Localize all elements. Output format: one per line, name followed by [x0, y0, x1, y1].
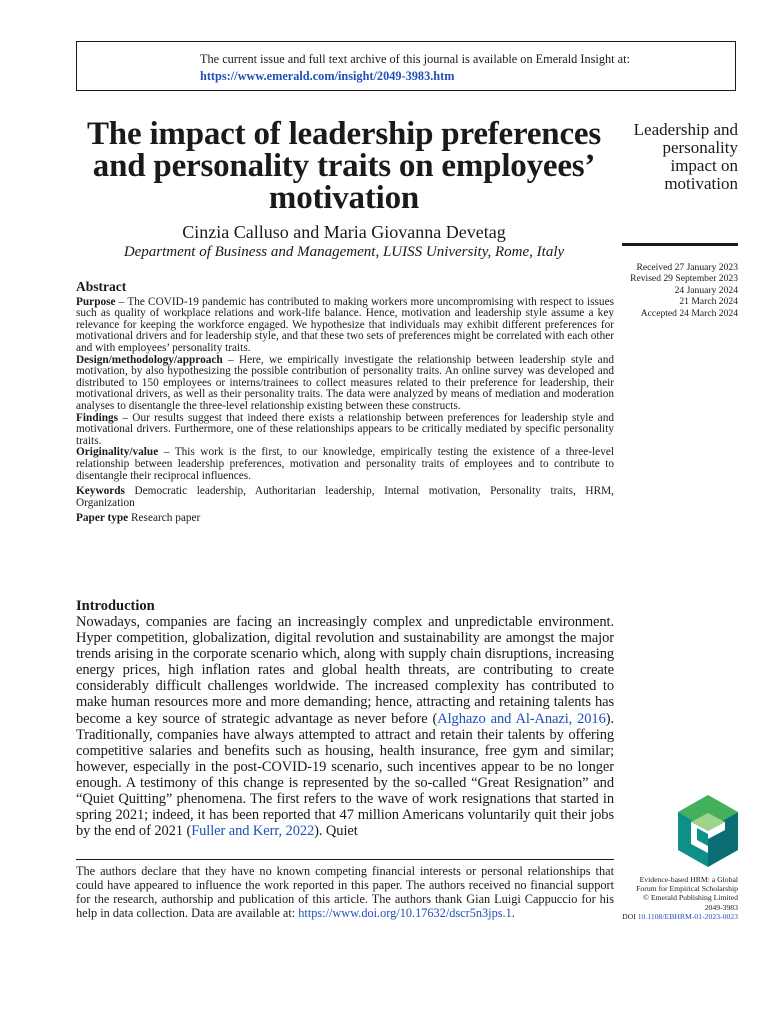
introduction-section — [76, 598, 614, 839]
intro-text-1: Nowadays, companies are facing an increasingly complex and unpredictable environment. Hyper competition, globalization, digital revolution and sustainability are amongst the major trends arising in the corporate scenario which, along with supply chain disruptions, increasing energy prices, high inflation rates and global health threats, are contributing to create considerably difficult challenges worldwide. The increased complexity has contributed to make human resources more and more demanding; hence, attracting and retaining talents has become a key source of strategic advantage as never before ( — [76, 614, 614, 727]
design-text: – Here, we empirically investigate the relationship between leadership style and motivation, by also hypothesizing the possible contribution of personality traits. An online survey was developed and distributed to 150 employees or interns/trainees to collect measures related to their preference for leadership, their motivational drivers, as well as their personality traits. The data were analyzed by means of mediation and moderation analyses to disentangle the three-level relationship existing between these constructs. — [76, 353, 614, 412]
running-head-rule — [622, 243, 738, 246]
introduction-heading: Introduction — [76, 598, 155, 614]
article-title: The impact of leadership preferences and personality traits on employees’ motivation — [86, 116, 601, 216]
abstract-findings — [76, 413, 614, 448]
doi-link[interactable]: 10.1108/EBHRM-01-2023-0023 — [637, 911, 738, 921]
date-revised: Revised 29 September 2023 — [630, 273, 738, 285]
keywords-text: Democratic leadership, Authoritarian leadership, Internal motivation, Personality traits, HRM, Organization — [76, 485, 614, 509]
footnote-rule — [76, 859, 614, 860]
keywords-label: Keywords — [76, 485, 125, 498]
footnote-end: . — [511, 906, 515, 920]
publisher: © Emerald Publishing Limited — [643, 893, 738, 903]
archive-link[interactable]: https://www.emerald.com/insight/2049-3983.htm — [200, 69, 455, 83]
doi-label: DOI — [622, 911, 638, 921]
abstract-paper-type — [76, 513, 614, 525]
abstract-heading: Abstract — [76, 279, 127, 294]
design-label: Design/methodology/approach — [76, 353, 223, 366]
data-doi-link[interactable]: https://www.doi.org/10.17632/dscr5n3jps.1 — [298, 906, 512, 920]
journal-name-line-1: Evidence-based HRM: a Global — [639, 875, 738, 884]
article-history — [600, 262, 738, 319]
purpose-label: Purpose — [76, 295, 116, 308]
date-revised-3: 21 March 2024 — [679, 296, 738, 308]
originality-text: – This work is the first, to our knowledge, empirically testing the existence of a three-level relationship between leadership preferences, motivation and personality traits of employees and to contribute to disentangle their reciprocal influences. — [76, 446, 614, 482]
date-revised-2: 24 January 2024 — [674, 284, 738, 296]
running-head: Leadership and personality impact on motivation — [633, 120, 738, 193]
archive-notice: The current issue and full text archive of this journal is available on Emerald Insight at: — [200, 52, 630, 66]
doi-line — [610, 912, 738, 921]
abstract-keywords — [76, 486, 614, 509]
introduction-paragraph — [76, 614, 614, 839]
paper-type-text: Research paper — [128, 512, 201, 525]
issn: 2049-3983 — [704, 902, 738, 912]
findings-text: – Our results suggest that indeed there exists a relationship between preferences for leadership style and motivational drivers. Furthermore, one of these relationships appears to be critically mediated by specific personality traits. — [76, 411, 614, 447]
date-received: Received 27 January 2023 — [636, 262, 738, 273]
intro-text-3: ). Quiet — [314, 823, 358, 840]
article-authors: Cinzia Calluso and Maria Giovanna Devetag — [182, 222, 506, 242]
journal-name-line-2: Forum for Empirical Scholarship — [636, 884, 738, 894]
findings-label: Findings — [76, 411, 119, 424]
abstract-purpose — [76, 297, 614, 355]
citation-alghazo[interactable]: Alghazo and Al-Anazi, 2016 — [437, 710, 606, 727]
abstract-design — [76, 355, 614, 413]
originality-label: Originality/value — [76, 446, 159, 459]
date-accepted: Accepted 24 March 2024 — [640, 307, 738, 319]
paper-type-label: Paper type — [76, 512, 129, 525]
purpose-text: – The COVID-19 pandemic has contributed to making workers more uncompromising with respect to issues such as quality of workplace relations and work-life balance. Hence, motivation and leadership style assume a key relevance for keeping the workforce engaged. We hypothesize that individuals may exhibit different preferences for motivational drivers and for leadership style, and that these two sets of preferences might be correlated with each other and with employees’ personality traits. — [76, 295, 614, 354]
abstract-originality — [76, 447, 614, 482]
citation-fuller[interactable]: Fuller and Kerr, 2022 — [191, 823, 315, 840]
author-affiliation: Department of Business and Management, LUISS University, Rome, Italy — [123, 244, 565, 260]
footnote-text: The authors declare that they have no known competing financial interests or personal relationships that could have appeared to influence the work reported in this paper. The authors received no financial support for the research, authorship and publication of this article. The authors thank Gian Luigi Cappuccio for his help in data collection. Data are available at: — [76, 864, 614, 920]
abstract-section — [76, 281, 614, 525]
author-footnote — [76, 864, 614, 920]
intro-text-2: ). Traditionally, companies have always attempted to attract and retain their talents by offering competitive salaries and benefits such as housing, health insurance, free gym and similar; however, especially in the post-COVID-19 scenario, such incentives appear to be no longer enough. A testimony of this change is represented by the so-called “Great Resignation” and “Quiet Quitting” phenomena. The first refers to the wave of work resignations that started in spring 2021; indeed, it has been reported that 47 million Americans voluntarily quit their jobs by the end of 2021 ( — [76, 710, 615, 840]
journal-archive-box — [76, 41, 736, 91]
emerald-logo-icon — [675, 793, 741, 869]
publication-info — [610, 875, 738, 921]
